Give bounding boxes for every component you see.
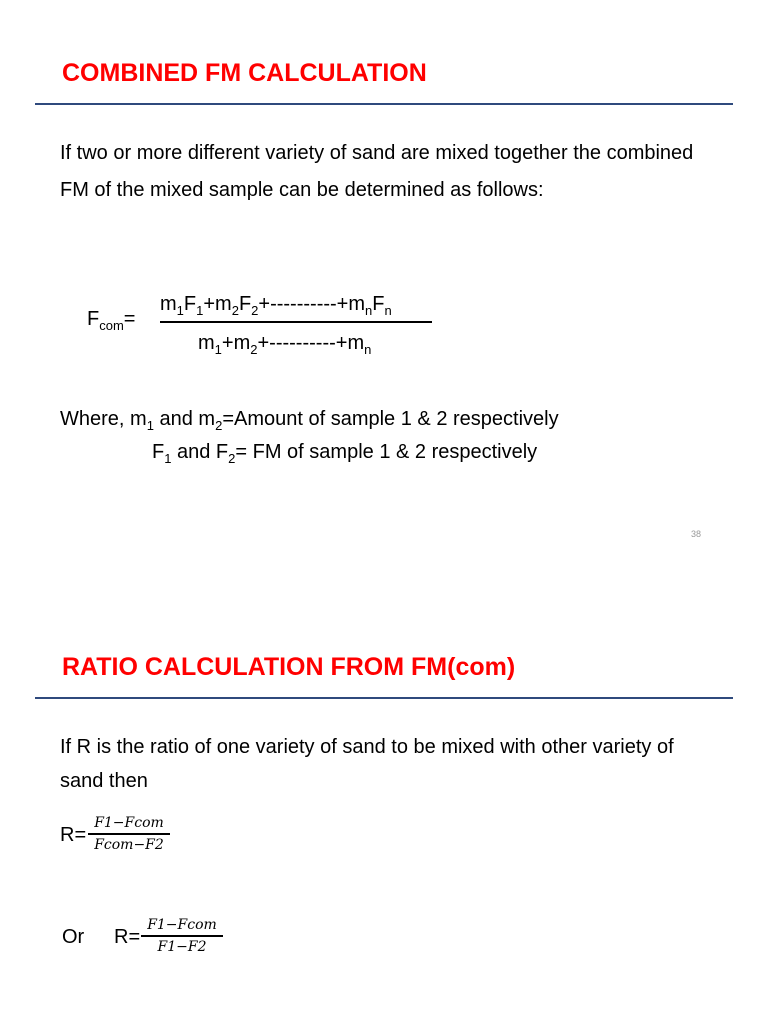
formula-fraction	[88, 815, 170, 853]
formula-numerator: $m_1F_1+m_2F_2+----------+m_nF_n$	[160, 293, 392, 318]
slide-title: COMBINED FM CALCULATION	[62, 59, 427, 87]
fraction-bar	[88, 833, 170, 835]
page-number: 38	[691, 529, 702, 539]
formula-denominator: Fcom−F2	[94, 836, 164, 853]
formula-fraction	[141, 917, 223, 955]
title-divider	[35, 697, 733, 699]
where-line-1: Where, $m_1$ and $m_2=Amount$ of sample 1 & 2 respectively	[60, 408, 559, 433]
fraction-bar	[141, 935, 223, 937]
where-line-2: $F_1$ and $F_2=$ FM of sample 1 & 2 respectively	[152, 441, 538, 466]
formula-denominator: F1−F2	[157, 938, 207, 955]
formula-numerator: F1−Fcom	[147, 917, 217, 933]
formula-fraction	[160, 293, 432, 357]
slide-ratio-calculation	[0, 580, 768, 1024]
title-divider	[35, 103, 733, 105]
intro-paragraph: If two or more different variety of sand are mixed together the combined FM of the mixed sample can be determined as follows:	[60, 142, 694, 201]
formula-lhs: R=	[60, 824, 87, 846]
formula-lhs: $F_{com}=$	[87, 308, 136, 333]
or-label: Or	[62, 926, 85, 948]
formula-denominator: $m_1+m_2+----------+m_n$	[198, 331, 372, 357]
formula-lhs: R=	[114, 926, 141, 948]
fraction-bar	[160, 321, 432, 323]
slide-title: RATIO CALCULATION FROM FM(com)	[62, 653, 516, 681]
intro-paragraph: If R is the ratio of one variety of sand to be mixed with other variety of sand then	[60, 736, 674, 792]
formula-numerator: F1−Fcom	[94, 815, 164, 831]
